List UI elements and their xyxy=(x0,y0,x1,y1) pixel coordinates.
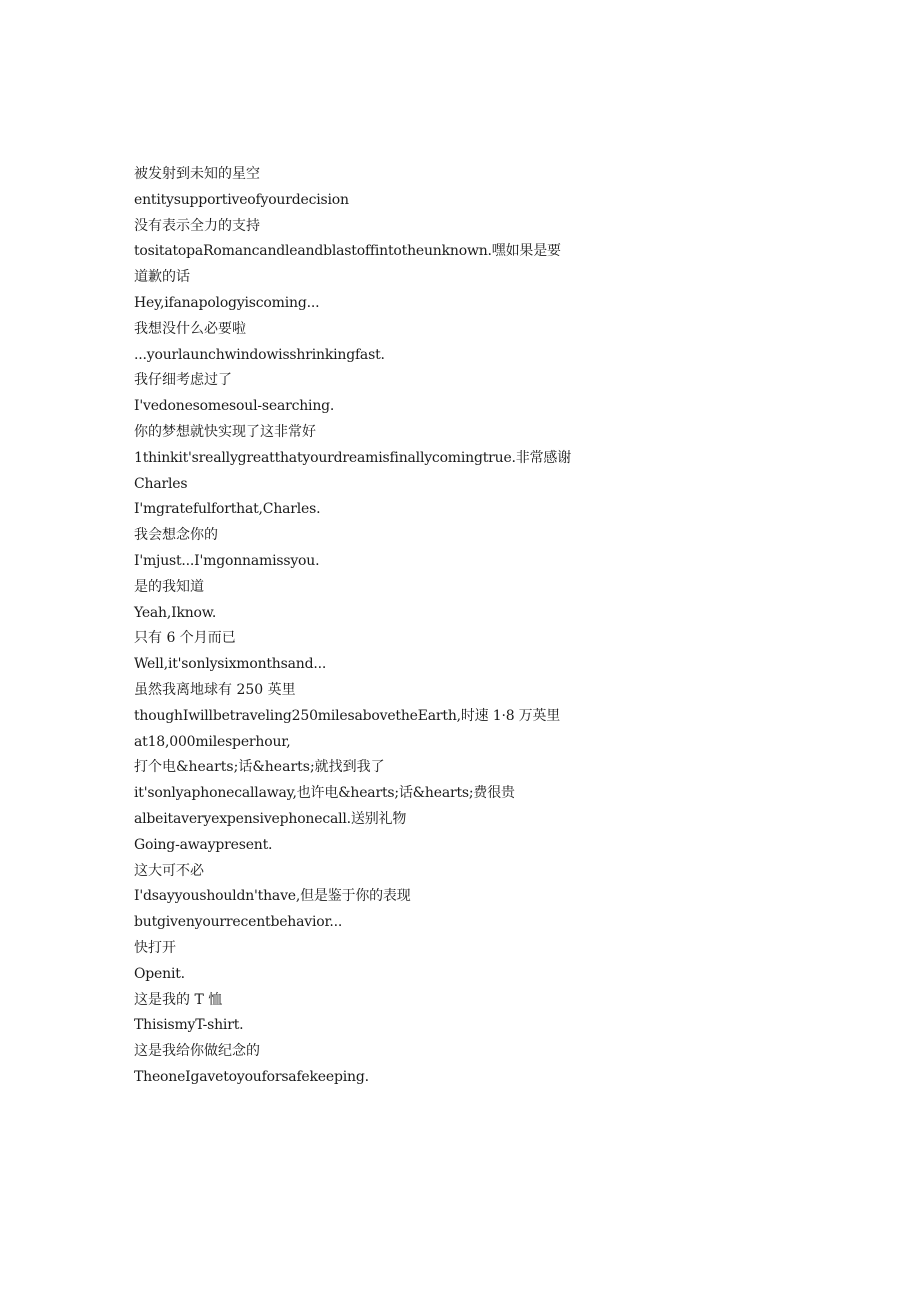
transcript-line-english: entitysupportiveofyourdecision xyxy=(134,191,349,208)
transcript-line-chinese: 虽然我离地球有 250 英里 xyxy=(134,681,296,698)
transcript-line-chinese: 我会想念你的 xyxy=(134,527,218,544)
transcript-line-english: Hey,ifanapologyiscoming... xyxy=(134,294,320,311)
transcript-line-chinese: 你的梦想就快实现了这非常好 xyxy=(134,423,316,440)
transcript-line-english: I'mgratefulforthat,Charles. xyxy=(134,501,321,518)
transcript-line-english: ...yourlaunchwindowisshrinkingfast. xyxy=(134,346,385,363)
transcript-line-english: Openit. xyxy=(134,965,185,982)
transcript-line-english: I'mjust...I'mgonnamissyou. xyxy=(134,552,320,569)
transcript-line-chinese: 没有表示全力的支持 xyxy=(134,217,260,234)
transcript-line-english: TheoneIgavetoyouforsafekeeping. xyxy=(134,1068,369,1085)
transcript-line-english: Charles xyxy=(134,475,188,492)
transcript-line-english: it'sonlyaphonecallaway,也许电&hearts;话&hearts;费很贵 xyxy=(134,785,515,802)
transcript-line-english: at18,000milesperhour, xyxy=(134,733,291,750)
transcript-line-chinese: 我想没什么必要啦 xyxy=(134,320,246,337)
transcript-line-chinese: 这是我给你做纪念的 xyxy=(134,1043,260,1060)
transcript-line-english: ThisismyT-shirt. xyxy=(134,1017,244,1034)
transcript-line-english: Going-awaypresent. xyxy=(134,836,273,853)
transcript-line-english: I'vedonesomesoul-searching. xyxy=(134,398,335,415)
transcript-line-english: albeitaveryexpensivephonecall.送别礼物 xyxy=(134,810,407,827)
transcript-line-chinese: 被发射到未知的星空 xyxy=(134,166,260,182)
transcript-line-chinese: 快打开 xyxy=(134,939,176,956)
transcript-line-chinese: 打个电&hearts;话&hearts;就找到我了 xyxy=(134,759,385,776)
transcript-line-english: butgivenyourrecentbehavior... xyxy=(134,914,343,931)
transcript-line-chinese: 这大可不必 xyxy=(134,862,204,879)
transcript-line-english: Well,it'sonlysixmonthsand... xyxy=(134,656,327,673)
transcript-line-chinese: 是的我知道 xyxy=(134,578,204,595)
transcript-line-english: tositatopaRomancandleandblastoffintotheunknown.嘿如果是要 xyxy=(134,243,561,260)
transcript-line-chinese: 只有 6 个月而已 xyxy=(134,630,236,647)
subtitle-transcript xyxy=(134,162,594,1091)
transcript-line-chinese: 我仔细考虑过了 xyxy=(134,372,232,389)
transcript-line-english: I'dsayyoushouldn'thave,但是鉴于你的表现 xyxy=(134,888,411,905)
transcript-line-english: 1thinkit'sreallygreatthatyourdreamisfinallycomingtrue.非常感谢 xyxy=(134,449,572,466)
transcript-line-chinese: 这是我的 T 恤 xyxy=(134,991,223,1008)
transcript-line-english: Yeah,Iknow. xyxy=(134,604,217,621)
transcript-line-english: thoughIwillbetraveling250milesabovetheEarth,时速 1·8 万英里 xyxy=(134,707,561,724)
transcript-line-chinese: 道歉的话 xyxy=(134,269,190,286)
